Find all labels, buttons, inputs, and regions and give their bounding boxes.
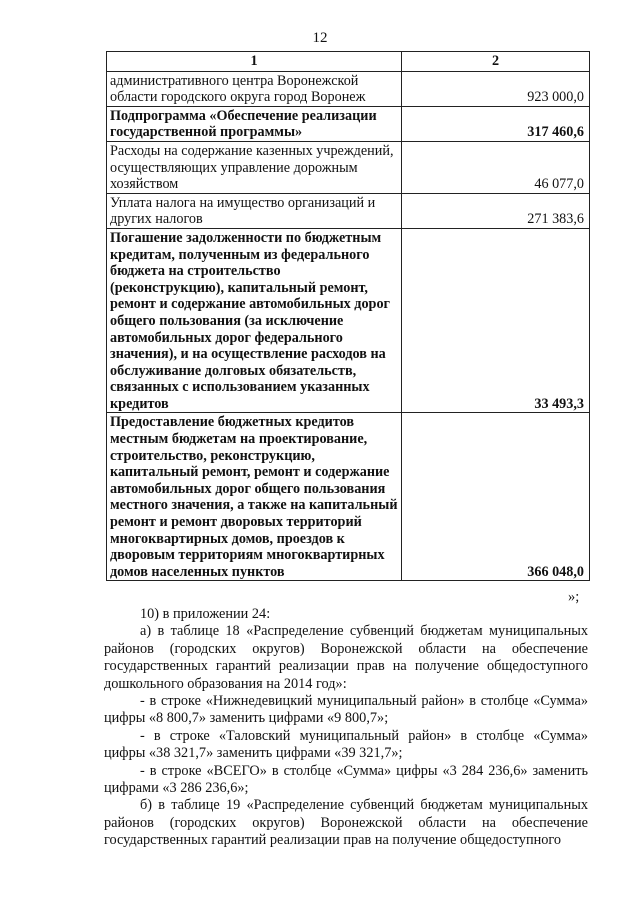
paragraph: - в строке «ВСЕГО» в столбце «Сумма» цифры «3 284 236,6» заменить цифрами «3 286 236,6»; xyxy=(104,762,588,797)
paragraph: а) в таблице 18 «Распределение субвенций бюджетам муниципальных районов (городских округов) Воронежской области на обеспечение государственных гарантий реализации прав на получение общедоступного дошкольного образования на 2014 год»: xyxy=(104,623,588,692)
table-row xyxy=(107,71,590,106)
table-row xyxy=(107,141,590,193)
row-description: Расходы на содержание казенных учреждений, осуществляющих управление дорожным хозяйством xyxy=(107,141,402,193)
row-description: Подпрограмма «Обеспечение реализации государственной программы» xyxy=(107,106,402,141)
row-description: Предоставление бюджетных кредитов местным бюджетам на проектирование, строительство, реконструкцию, капитальный ремонт, ремонт и содержание автомобильных дорог общего пользования местного значения, а также на капитальный ремонт и ремонт дворовых территорий многоквартирных домов, проездов к дворовым территориям многоквартирных домов населенных пунктов xyxy=(107,413,402,581)
table-row xyxy=(107,193,590,228)
table-row xyxy=(107,106,590,141)
page-number: 12 xyxy=(312,30,328,46)
amendment-text xyxy=(104,606,588,850)
paragraph: - в строке «Таловский муниципальный район» в столбце «Сумма» цифры «38 321,7» заменить цифрами «39 321,7»; xyxy=(104,727,588,762)
row-amount: 33 493,3 xyxy=(402,228,590,413)
table-row xyxy=(107,413,590,581)
row-amount: 271 383,6 xyxy=(402,193,590,228)
paragraph: б) в таблице 19 «Распределение субвенций бюджетам муниципальных районов (городских округов) Воронежской области на обеспечение государственных гарантий реализации прав на получение общедоступного xyxy=(104,797,588,849)
table-row xyxy=(107,228,590,413)
row-amount: 46 077,0 xyxy=(402,141,590,193)
row-description: Уплата налога на имущество организаций и других налогов xyxy=(107,193,402,228)
row-amount: 923 000,0 xyxy=(402,71,590,106)
column-header-2: 2 xyxy=(402,52,590,72)
row-amount: 366 048,0 xyxy=(402,413,590,581)
column-header-1: 1 xyxy=(107,52,402,72)
row-description: Погашение задолженности по бюджетным кредитам, полученным из федерального бюджета на строительство (реконструкцию), капитальный ремонт, ремонт и содержание автомобильных дорог общего пользования (за исключение автомобильных дорог федерального значения), и на осуществление расходов на обслуживание долговых обязательств, связанных с использованием указанных кредитов xyxy=(107,228,402,413)
table-header-row xyxy=(107,52,590,72)
row-amount: 317 460,6 xyxy=(402,106,590,141)
paragraph: - в строке «Нижнедевицкий муниципальный район» в столбце «Сумма» цифры «8 800,7» заменить цифрами «9 800,7»; xyxy=(104,693,588,727)
row-description: административного центра Воронежской области городского округа город Воронеж xyxy=(107,71,402,106)
closing-quote: »; xyxy=(568,589,580,605)
paragraph: 10) в приложении 24: xyxy=(140,606,271,622)
budget-table xyxy=(106,51,590,581)
